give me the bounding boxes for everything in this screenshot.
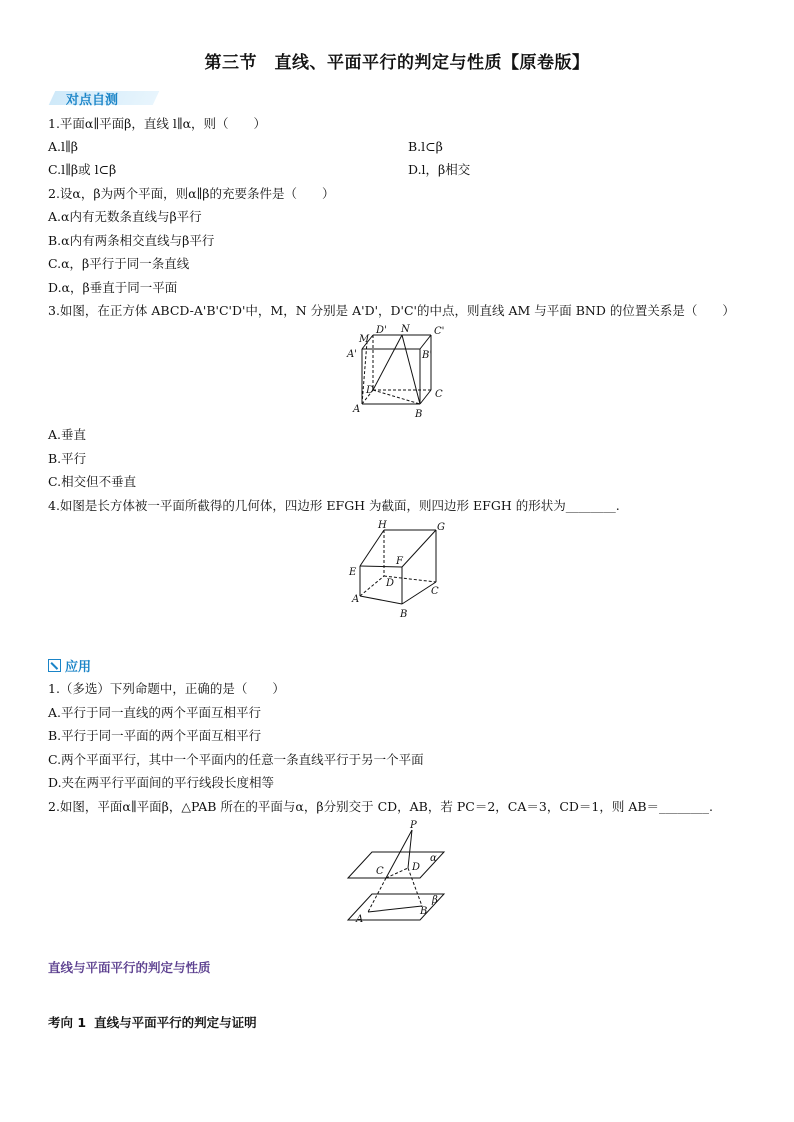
- q3-stem: 3.如图，在正方体 ABCD-A'B'C'D'中，M，N 分别是 A'D'，D'C'的中点，则直线 AM 与平面 BND 的位置关系是（ ）: [48, 303, 735, 318]
- q2-stem: 2.设α，β为两个平面，则α∥β的充要条件是（ ）: [48, 186, 335, 201]
- label-beta: β: [432, 895, 438, 906]
- label-N: N: [401, 324, 410, 335]
- label-H: H: [378, 520, 387, 531]
- label-alpha: α: [430, 853, 437, 864]
- label-A: A: [352, 594, 360, 605]
- label-G: G: [437, 522, 445, 533]
- q2-option-a: A.α内有无数条直线与β平行: [48, 209, 202, 224]
- q1-option-c: C.l∥β或 l⊂β: [48, 162, 117, 177]
- q1-stem: 1.平面α∥平面β，直线 l∥α，则（ ）: [48, 116, 267, 131]
- label-A1: A': [347, 349, 357, 360]
- section-header-self-test: [48, 88, 158, 108]
- q2-option-d: D.α，β垂直于同一平面: [48, 280, 178, 295]
- section-title-self-test: 对点自测: [66, 93, 119, 108]
- label-C: C: [435, 389, 443, 400]
- label-C: C: [431, 586, 439, 597]
- section-title-application: 应用: [65, 660, 92, 675]
- label-B1: B': [422, 350, 433, 361]
- q3-option-b: B.平行: [48, 451, 87, 466]
- cube-figure: [340, 322, 460, 422]
- label-B: B: [415, 409, 423, 420]
- label-B: B: [400, 609, 408, 620]
- kaoxiang-text: 直线与平面平行的判定与证明: [94, 1015, 257, 1030]
- label-M: M: [359, 334, 370, 345]
- label-D: D: [386, 578, 395, 589]
- q1-option-a: A.l∥β: [48, 139, 78, 154]
- label-C1: C': [434, 326, 445, 337]
- page-title: 第三节 直线、平面平行的判定与性质【原卷版】: [204, 53, 590, 73]
- label-E: E: [349, 567, 357, 578]
- label-D: D: [412, 862, 421, 873]
- q2-option-c: C.α，β平行于同一条直线: [48, 256, 190, 271]
- label-F: F: [396, 556, 403, 567]
- q3-option-c: C.相交但不垂直: [48, 474, 137, 489]
- q4-stem: 4.如图是长方体被一平面所截得的几何体，四边形 EFGH 为截面，则四边形 EFGH 的形状为________.: [48, 498, 620, 513]
- a1-option-b: B.平行于同一平面的两个平面互相平行: [48, 728, 262, 743]
- cuboid-section-figure: [340, 518, 460, 622]
- label-B: B: [420, 906, 428, 917]
- label-A: A: [353, 404, 361, 415]
- section-header-application: [48, 656, 91, 675]
- a1-option-c: C.两个平面平行，其中一个平面内的任意一条直线平行于另一个平面: [48, 752, 424, 767]
- q1-option-d: D.l，β相交: [408, 162, 471, 177]
- a1-option-d: D.夹在两平行平面间的平行线段长度相等: [48, 775, 275, 790]
- topic-heading: 直线与平面平行的判定与性质: [48, 960, 211, 975]
- a1-option-a: A.平行于同一直线的两个平面互相平行: [48, 705, 262, 720]
- application-icon: [48, 659, 61, 672]
- kaoxiang-label: 考向 1: [48, 1015, 87, 1030]
- label-D1: D': [376, 325, 387, 336]
- label-A: A: [356, 914, 364, 925]
- q2-option-b: B.α内有两条相交直线与β平行: [48, 233, 215, 248]
- q1-option-b: B.l⊂β: [408, 139, 443, 154]
- a2-stem: 2.如图，平面α∥平面β，△PAB 所在的平面与α，β分别交于 CD，AB，若 PC＝2，CA＝3，CD＝1，则 AB＝________.: [48, 799, 714, 814]
- kaoxiang-heading: [48, 1013, 265, 1031]
- label-C: C: [376, 866, 384, 877]
- q3-option-a: A.垂直: [48, 427, 87, 442]
- a1-stem: 1.（多选）下列命题中，正确的是（ ）: [48, 681, 285, 696]
- label-P: P: [410, 820, 417, 831]
- label-D: D: [366, 385, 375, 396]
- parallel-planes-figure: [340, 818, 454, 928]
